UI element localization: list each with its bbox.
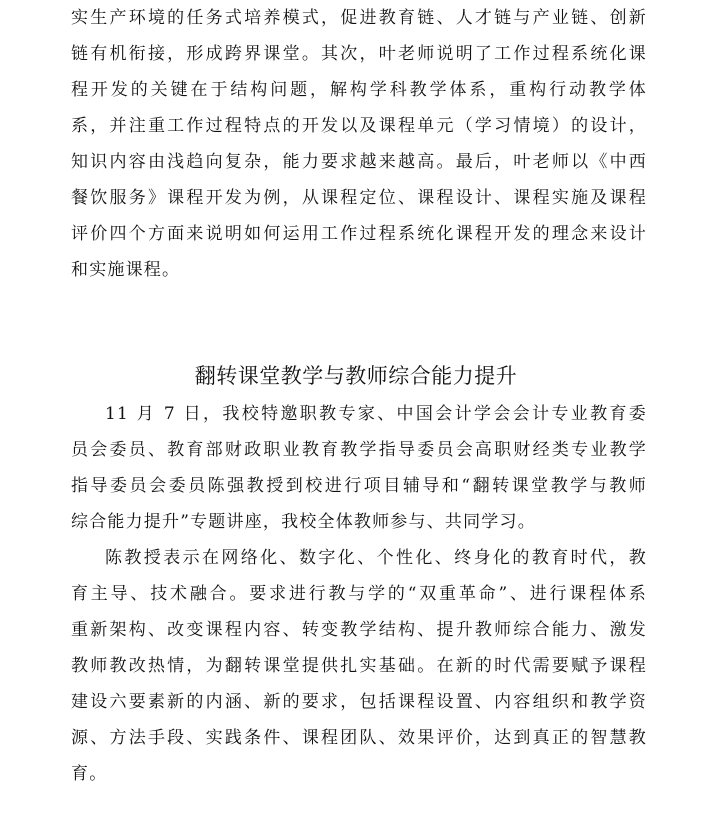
paragraph-line: 陈教授表示在网络化、数字化、个性化、终身化的教育时代，教 — [105, 548, 647, 568]
paragraph-line: 餐饮服务》课程开发为例，从课程定位、课程设计、课程实施及课程 — [71, 188, 647, 208]
paragraph-line: 11 月 7 日，我校特邀职教专家、中国会计学会会计专业教育委 — [105, 404, 647, 424]
paragraph-line: 系，并注重工作过程特点的开发以及课程单元（学习情境）的设计， — [71, 116, 647, 136]
paragraph-line: 知识内容由浅趋向复杂，能力要求越来越高。最后，叶老师以《中西 — [71, 152, 647, 172]
paragraph-line: 链有机衔接，形成跨界课堂。其次，叶老师说明了工作过程系统化课 — [71, 44, 647, 64]
section-paragraph-2 — [71, 540, 647, 792]
paragraph-line: 重新架构、改变课程内容、转变教学结构、提升教师综合能力、激发 — [71, 620, 647, 640]
paragraph-line: 和实施课程。 — [71, 260, 181, 280]
top-paragraph — [71, 0, 647, 288]
paragraph-line: 指导委员会委员陈强教授到校进行项目辅导和“翻转课堂教学与教师 — [71, 476, 647, 496]
section-paragraph-1 — [71, 396, 647, 540]
paragraph-line: 程开发的关键在于结构问题，解构学科教学体系，重构行动教学体 — [71, 80, 647, 100]
paragraph-line: 教师教改热情，为翻转课堂提供扎实基础。在新的时代需要赋予课程 — [71, 656, 647, 676]
section-title: 翻转课堂教学与教师综合能力提升 — [194, 364, 518, 388]
paragraph-line: 建设六要素新的内涵、新的要求，包括课程设置、内容组织和教学资 — [71, 692, 647, 712]
paragraph-line: 员会委员、教育部财政职业教育教学指导委员会高职财经类专业教学 — [71, 440, 647, 460]
paragraph-line: 育。 — [71, 764, 108, 784]
paragraph-line: 实生产环境的任务式培养模式，促进教育链、人才链与产业链、创新 — [71, 8, 647, 28]
paragraph-line: 评价四个方面来说明如何运用工作过程系统化课程开发的理念来设计 — [71, 224, 647, 244]
paragraph-line: 育主导、技术融合。要求进行教与学的“双重革命”、进行课程体系 — [71, 584, 647, 604]
paragraph-line: 源、方法手段、实践条件、课程团队、效果评价，达到真正的智慧教 — [71, 728, 647, 748]
paragraph-line: 综合能力提升”专题讲座，我校全体教师参与、共同学习。 — [71, 512, 536, 532]
